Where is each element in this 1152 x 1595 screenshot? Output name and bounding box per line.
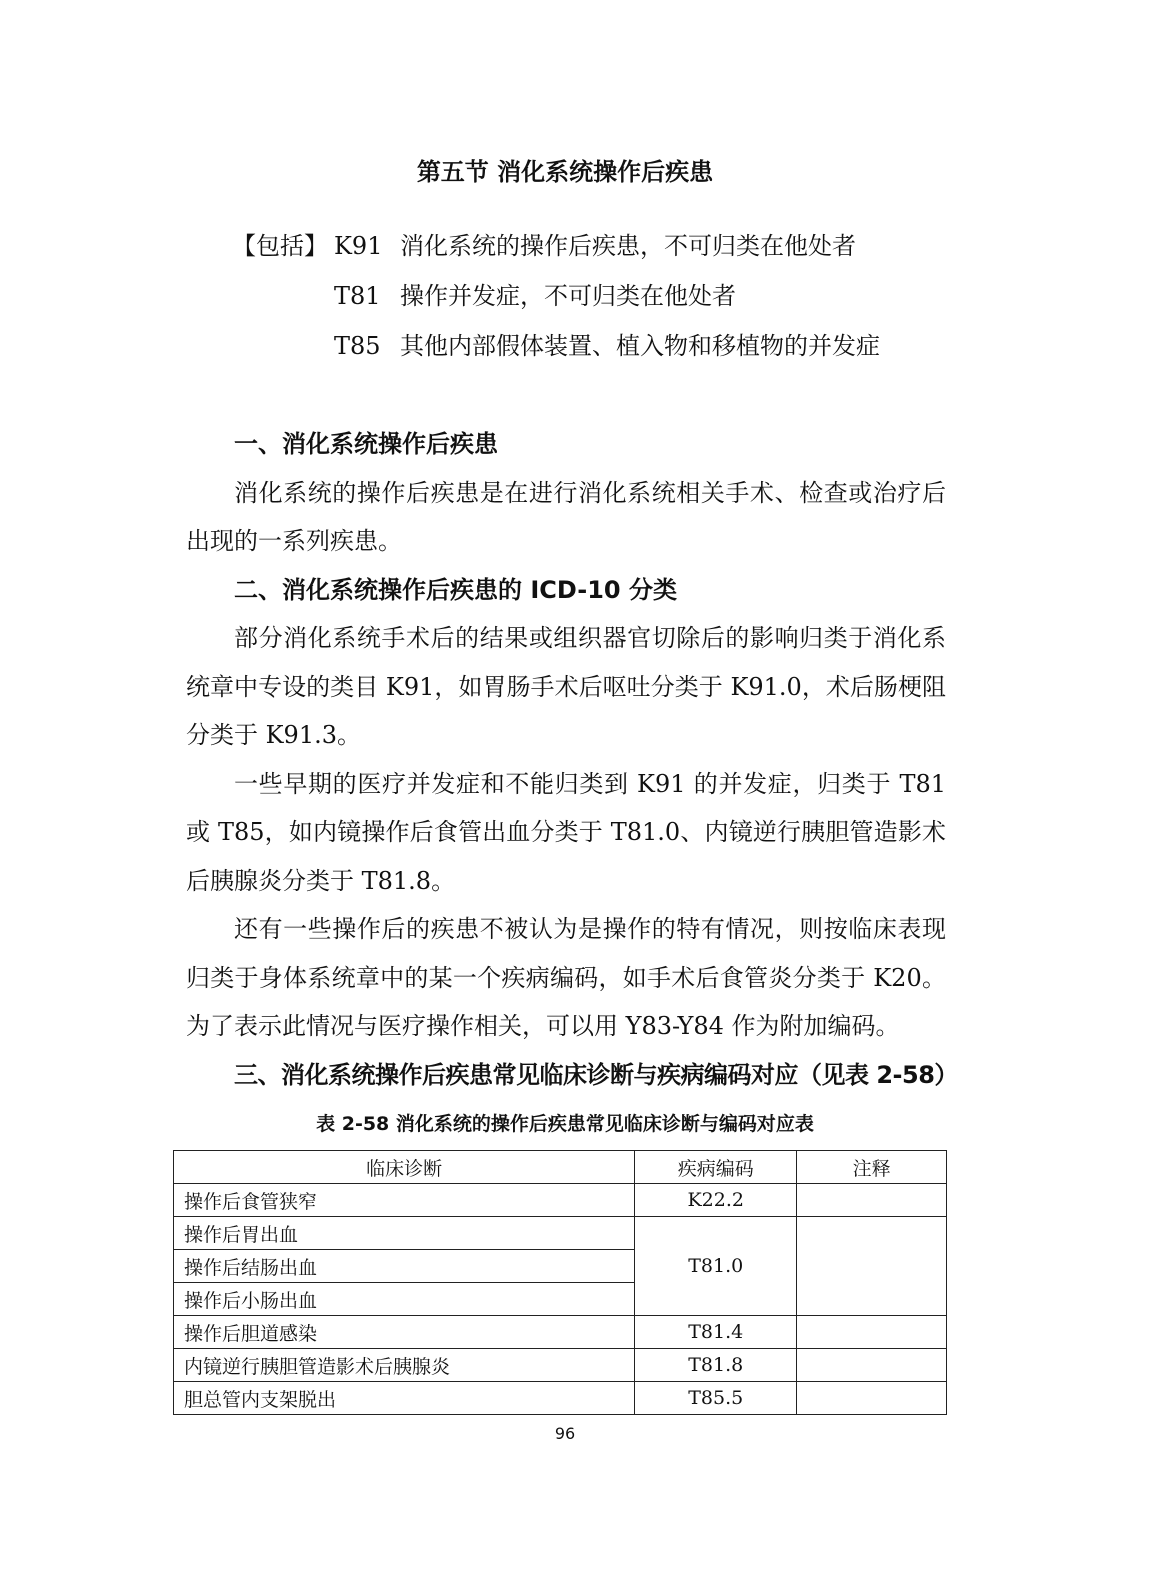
diagnosis-cell: 操作后食管狭窄 bbox=[174, 1184, 635, 1217]
table-row bbox=[174, 1184, 947, 1217]
diagnosis-cell: 操作后胆道感染 bbox=[174, 1316, 635, 1349]
paragraph-1: 消化系统的操作后疾患是在进行消化系统相关手术、检查或治疗后出现的一系列疾患。 bbox=[186, 478, 946, 555]
note-cell bbox=[797, 1217, 947, 1316]
heading-3: 三、消化系统操作后疾患常见临床诊断与疾病编码对应（见表 2-58） bbox=[234, 1060, 958, 1089]
table-header-row bbox=[174, 1151, 947, 1184]
section-title: 第五节 消化系统操作后疾患 bbox=[416, 158, 714, 186]
include-row bbox=[232, 224, 992, 274]
code-cell: T81.8 bbox=[635, 1349, 797, 1382]
diagnosis-cell: 胆总管内支架脱出 bbox=[174, 1382, 635, 1415]
code-cell: T81.4 bbox=[635, 1316, 797, 1349]
note-cell bbox=[797, 1184, 947, 1217]
diagnosis-cell: 内镜逆行胰胆管造影术后胰腺炎 bbox=[174, 1349, 635, 1382]
code-cell: T81.0 bbox=[635, 1217, 797, 1316]
column-header-diagnosis: 临床诊断 bbox=[174, 1151, 635, 1184]
table-caption: 表 2-58 消化系统的操作后疾患常见临床诊断与编码对应表 bbox=[316, 1113, 814, 1135]
note-cell bbox=[797, 1349, 947, 1382]
includes-label: 【包括】 bbox=[232, 232, 328, 260]
heading-2: 二、消化系统操作后疾患的 ICD-10 分类 bbox=[234, 575, 677, 604]
paragraph-3: 一些早期的医疗并发症和不能归类到 K91 的并发症，归类于 T81 或 T85，如内镜操作后食管出血分类于 T81.0、内镜逆行胰胆管造影术后胰腺炎分类于 T81.8。 bbox=[186, 769, 946, 895]
column-header-code: 疾病编码 bbox=[635, 1151, 797, 1184]
code-cell: K22.2 bbox=[635, 1184, 797, 1217]
include-code: T85 bbox=[334, 332, 381, 360]
include-description: 操作并发症，不可归类在他处者 bbox=[400, 282, 736, 310]
diagnosis-cell: 操作后胃出血 bbox=[174, 1217, 635, 1250]
table-row bbox=[174, 1349, 947, 1382]
include-row bbox=[232, 324, 992, 374]
code-cell: T85.5 bbox=[635, 1382, 797, 1415]
includes-block bbox=[232, 224, 992, 374]
include-description: 消化系统的操作后疾患，不可归类在他处者 bbox=[400, 232, 856, 260]
diagnosis-code-table bbox=[173, 1150, 947, 1415]
column-header-note: 注释 bbox=[797, 1151, 947, 1184]
diagnosis-cell: 操作后小肠出血 bbox=[174, 1283, 635, 1316]
include-code: T81 bbox=[334, 282, 381, 310]
body-text bbox=[186, 420, 958, 1099]
diagnosis-cell: 操作后结肠出血 bbox=[174, 1250, 635, 1283]
include-row bbox=[232, 274, 992, 324]
note-cell bbox=[797, 1316, 947, 1349]
page-number: 96 bbox=[554, 1424, 576, 1443]
table-row bbox=[174, 1217, 947, 1250]
paragraph-4: 还有一些操作后的疾患不被认为是操作的特有情况，则按临床表现归类于身体系统章中的某一个疾病编码，如手术后食管炎分类于 K20。为了表示此情况与医疗操作相关，可以用 Y83-Y84 作为附加编码。 bbox=[186, 915, 946, 1040]
include-code: K91 bbox=[334, 232, 383, 260]
table-row bbox=[174, 1382, 947, 1415]
paragraph-2: 部分消化系统手术后的结果或组织器官切除后的影响归类于消化系统章中专设的类目 K91，如胃肠手术后呕吐分类于 K91.0，术后肠梗阻分类于 K91.3。 bbox=[186, 624, 946, 749]
include-description: 其他内部假体装置、植入物和移植物的并发症 bbox=[400, 332, 880, 360]
note-cell bbox=[797, 1382, 947, 1415]
heading-1: 一、消化系统操作后疾患 bbox=[234, 430, 498, 458]
table-row bbox=[174, 1316, 947, 1349]
